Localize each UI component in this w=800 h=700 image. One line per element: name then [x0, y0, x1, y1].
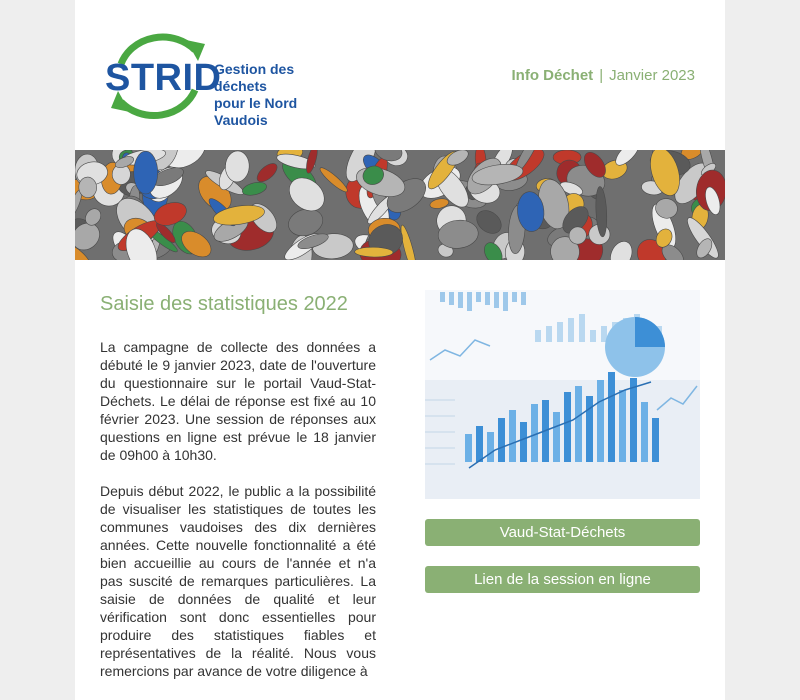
- bar-mark: [568, 318, 574, 342]
- article-paragraph: Depuis début 2022, le public a la possibilité de visualiser les statistiques de toutes les communes vaudoises des dix dernières années. Cette nouvelle fonctionnalité a été bien accueillie au cours de l'année et n'a pas suscité de remarques particulières. La saisie de données de qualité et leur vérification sont donc essentielles pour produire des statistiques fiables et représentatives de la réalité. Nous vous remercions par avance de votre diligence à: [100, 483, 376, 679]
- bar-mark: [564, 392, 571, 462]
- newsletter-card: [75, 0, 725, 700]
- online-session-link-button[interactable]: Lien de la session en ligne: [425, 566, 700, 593]
- bar-mark: [512, 292, 517, 302]
- bar-mark: [476, 292, 481, 302]
- bar-mark: [557, 322, 563, 342]
- bar-mark: [553, 412, 560, 462]
- bar-mark: [619, 390, 626, 462]
- bar-mark: [467, 292, 472, 311]
- can-shape: [134, 151, 158, 194]
- bar-mark: [652, 418, 659, 462]
- vaud-stat-dechets-button[interactable]: Vaud-Stat-Déchets: [425, 519, 700, 546]
- header-separator: |: [599, 67, 604, 84]
- article-body: [100, 338, 376, 698]
- bar-mark: [641, 402, 648, 462]
- bar-mark: [575, 386, 582, 462]
- cans-banner-image: [75, 150, 725, 260]
- bar-mark: [590, 330, 596, 342]
- bar-mark: [458, 292, 463, 308]
- newsletter-label: Info Déchet: [511, 67, 594, 84]
- bar-mark: [440, 292, 445, 302]
- bar-mark: [487, 432, 494, 462]
- bar-mark: [546, 326, 552, 342]
- issue-date: Janvier 2023: [609, 67, 695, 84]
- strid-logo[interactable]: [103, 28, 348, 128]
- issue-info: [512, 67, 696, 84]
- bar-mark: [449, 292, 454, 305]
- bar-mark: [608, 372, 615, 462]
- bar-mark: [531, 404, 538, 462]
- newsletter-header: [75, 0, 725, 150]
- bar-mark: [503, 292, 508, 311]
- bar-mark: [597, 380, 604, 462]
- bar-mark: [476, 426, 483, 462]
- article-paragraph: La campagne de collecte des données a débuté le 9 janvier 2023, date de l'ouverture du questionnaire sur le portail Vaud-Stat-Déchets. Le délai de réponse est fixé au 10 février 2023. Une session de réponses aux questions en ligne est prévue le 18 janvier de 09h00 à 10h30.: [100, 339, 376, 463]
- bar-mark: [520, 422, 527, 462]
- bar-mark: [494, 292, 499, 308]
- bar-mark: [465, 434, 472, 462]
- bar-mark: [535, 330, 541, 342]
- bar-mark: [586, 396, 593, 462]
- bar-mark: [485, 292, 490, 305]
- statistics-chart-image: [425, 290, 700, 499]
- logo-wordmark: STRID: [105, 57, 222, 99]
- bar-mark: [509, 410, 516, 462]
- bar-mark: [498, 418, 505, 462]
- article-title: Saisie des statistiques 2022: [100, 293, 348, 315]
- bar-mark: [579, 314, 585, 342]
- bar-mark: [521, 292, 526, 305]
- bar-mark: [630, 378, 637, 462]
- logo-tagline: Gestion des déchets pour le Nord Vaudois: [214, 61, 298, 128]
